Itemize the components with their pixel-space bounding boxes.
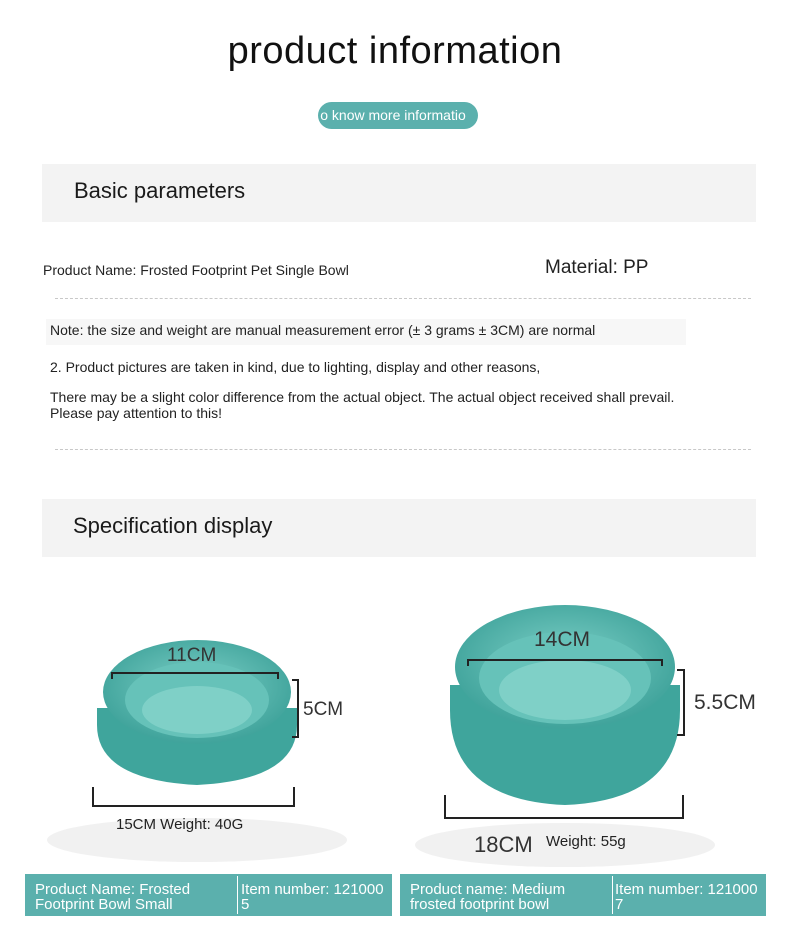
medium-item-number: Item number: 1210007 [615, 881, 758, 913]
medium-bowl-image [395, 580, 790, 870]
material-text: Material: PP [545, 257, 649, 278]
product-name-text: Product Name: Frosted Footprint Pet Single Bowl [43, 262, 349, 278]
note-line-3: There may be a slight color difference from the actual object. The actual object received shall prevail. Please pay attention to this! [50, 389, 675, 421]
small-height: 5CM [303, 699, 344, 720]
small-caption: 15CM Weight: 40G [116, 816, 244, 833]
note-line-2: 2. Product pictures are taken in kind, due to lighting, display and other reasons, [50, 359, 541, 375]
divider [55, 298, 751, 299]
small-item-number: Item number: 1210005 [241, 881, 384, 913]
medium-weight: Weight: 55g [546, 833, 626, 850]
small-product-name: Product Name: Frosted Footprint Bowl Small [35, 881, 191, 913]
small-top-width: 11CM [167, 645, 217, 666]
medium-height: 5.5CM [694, 691, 756, 714]
medium-bottom-width: 18CM [474, 832, 533, 857]
medium-product-name: Product name: Medium frosted footprint bowl [410, 881, 566, 913]
medium-top-width: 14CM [534, 628, 591, 651]
basic-parameters-title: Basic parameters [74, 178, 246, 203]
specification-header [42, 499, 756, 557]
divider [237, 876, 238, 914]
specification-title: Specification display [73, 513, 273, 538]
divider [55, 449, 751, 450]
basic-parameters-header [42, 164, 756, 222]
medium-info-bar [400, 874, 766, 916]
divider [612, 876, 613, 914]
note-line-1: Note: the size and weight are manual measurement error (± 3 grams ± 3CM) are normal [50, 322, 596, 338]
page-title: product information [227, 30, 563, 72]
small-info-bar [25, 874, 392, 916]
more-info-button[interactable] [318, 102, 478, 129]
more-info-label: o know more informatio [320, 107, 466, 123]
